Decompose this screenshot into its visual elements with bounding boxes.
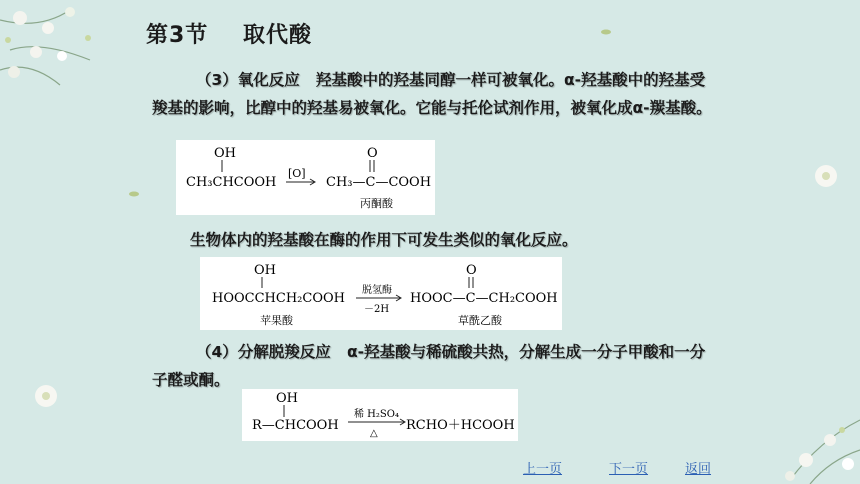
- equation-decarboxylation: [242, 389, 518, 441]
- flower-branch-bottom-right-decoration: [760, 410, 860, 484]
- reactant-formula: CH₃CHCOOH: [186, 175, 277, 190]
- hydroxyl-label: OH: [254, 263, 276, 278]
- reactant-name: 苹果酸: [260, 314, 293, 327]
- section3-paragraph: [152, 66, 712, 122]
- product-formula: CH₃—C—COOH: [326, 175, 432, 190]
- leaf-decoration: [128, 190, 140, 198]
- section4-paragraph: [152, 338, 712, 394]
- prev-page-link[interactable]: 上一页: [523, 462, 563, 477]
- carbonyl-oxygen-label: O: [466, 263, 477, 278]
- product-name: 丙酮酸: [360, 197, 393, 210]
- next-page-link[interactable]: 下一页: [609, 462, 649, 477]
- reactant-formula: R—CHCOOH: [252, 418, 339, 433]
- flower-left-decoration: [28, 380, 64, 412]
- flower-branch-top-left-decoration: [0, 0, 120, 90]
- hydroxyl-label: OH: [276, 391, 298, 406]
- product-formula: RCHO＋HCOOH: [406, 418, 515, 433]
- product-formula: HOOC—C—CH₂COOH: [410, 291, 558, 306]
- leaf-decoration: [600, 28, 612, 36]
- section4-text: α-羟基酸与稀硫酸共热，分解生成一分子甲酸和一分子醛或酮。: [152, 343, 706, 389]
- reagent-bottom-label: －2H: [364, 304, 390, 315]
- section4-heading: （4）分解脱羧反应: [196, 343, 331, 361]
- section3-heading: （3）氧化反应: [196, 71, 300, 89]
- reagent-bottom-label: △: [370, 428, 378, 439]
- equation-oxidation-malic-acid: [200, 257, 562, 330]
- reagent-top-label: 脱氢酶: [362, 285, 392, 296]
- page-title: 第3节 取代酸: [146, 23, 312, 48]
- product-name: 草酰乙酸: [458, 314, 502, 327]
- reactant-formula: HOOCCHCH₂COOH: [212, 291, 345, 306]
- hydroxyl-label: OH: [214, 146, 236, 161]
- enzyme-oxidation-sentence: 生物体内的羟基酸在酶的作用下可发生类似的氧化反应。: [190, 231, 578, 249]
- section3-text: 羟基酸中的羟基同醇一样可被氧化。α-羟基酸中的羟基受羧基的影响，比醇中的羟基易被氧化。它能与托伦试剂作用，被氧化成α-羰基酸。: [152, 71, 712, 117]
- carbonyl-oxygen-label: O: [367, 146, 378, 161]
- reagent-label: [O]: [288, 167, 306, 180]
- back-link[interactable]: 返回: [685, 462, 712, 477]
- equation-oxidation-lactic-acid: [176, 140, 435, 215]
- reagent-top-label: 稀 H₂SO₄: [354, 409, 399, 420]
- flower-right-decoration: [808, 160, 844, 192]
